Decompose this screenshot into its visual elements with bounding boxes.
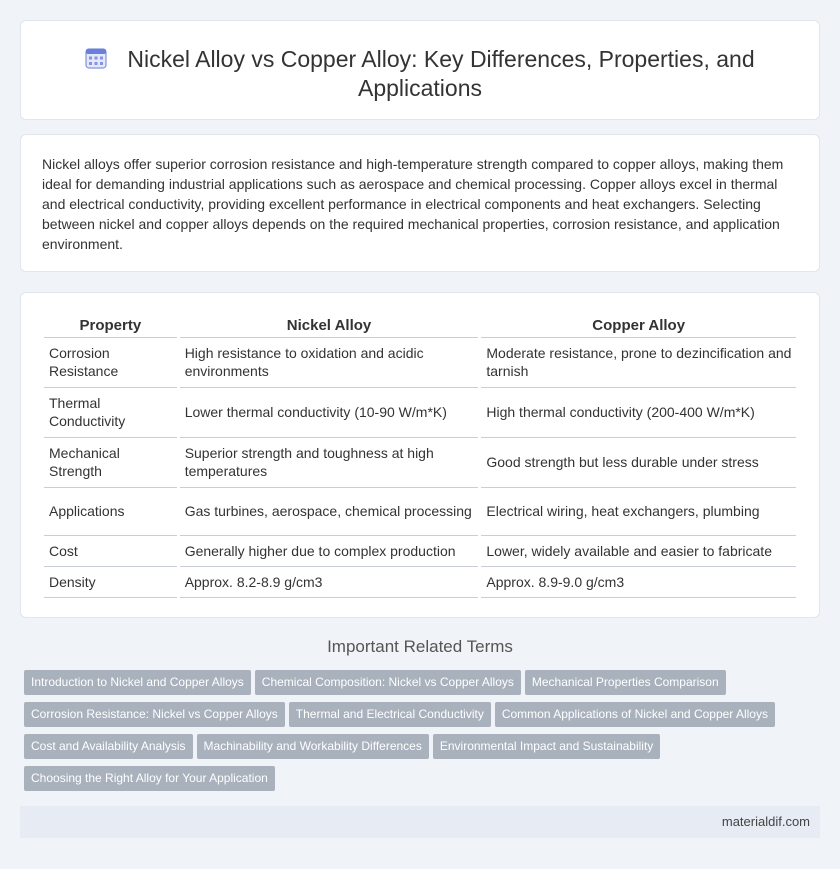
calendar-grid-icon: [85, 47, 107, 69]
related-term-tag[interactable]: Mechanical Properties Comparison: [525, 670, 726, 695]
header-nickel-alloy: Nickel Alloy: [180, 313, 479, 338]
related-term-tag[interactable]: Environmental Impact and Sustainability: [433, 734, 660, 759]
table-cell-nickel: High resistance to oxidation and acidic environments: [180, 338, 479, 388]
table-cell-copper: Electrical wiring, heat exchangers, plumbing: [481, 488, 796, 536]
related-term-tag[interactable]: Corrosion Resistance: Nickel vs Copper Alloys: [24, 702, 285, 727]
related-term-tag[interactable]: Choosing the Right Alloy for Your Application: [24, 766, 275, 791]
table-cell-copper: Good strength but less durable under stress: [481, 438, 796, 488]
related-term-tag[interactable]: Common Applications of Nickel and Copper Alloys: [495, 702, 775, 727]
table-cell-nickel: Generally higher due to complex production: [180, 536, 479, 567]
comparison-table-card: [20, 292, 820, 618]
footer-bar: [20, 806, 820, 838]
footer-site-link[interactable]: materialdif.com: [721, 814, 810, 829]
table-row: [44, 567, 796, 598]
related-term-tag[interactable]: Thermal and Electrical Conductivity: [289, 702, 491, 727]
table-cell-copper: High thermal conductivity (200-400 W/m*K): [481, 388, 796, 438]
title-card: [20, 20, 820, 120]
related-term-tag[interactable]: Cost and Availability Analysis: [24, 734, 193, 759]
related-terms-tags: [24, 670, 804, 798]
comparison-table: [41, 313, 799, 598]
table-cell-copper: Approx. 8.9-9.0 g/cm3: [481, 567, 796, 598]
table-cell-copper: Moderate resistance, prone to dezincification and tarnish: [481, 338, 796, 388]
table-cell-nickel: Approx. 8.2-8.9 g/cm3: [180, 567, 479, 598]
related-term-tag[interactable]: Machinability and Workability Differences: [197, 734, 429, 759]
table-cell-nickel: Superior strength and toughness at high temperatures: [180, 438, 479, 488]
related-terms-heading: Important Related Terms: [327, 637, 513, 656]
tag-row: [24, 766, 804, 792]
table-cell-property: Thermal Conductivity: [44, 388, 177, 438]
related-term-tag[interactable]: Chemical Composition: Nickel vs Copper Alloys: [255, 670, 521, 695]
header-property: Property: [44, 313, 177, 338]
intro-card: [20, 134, 820, 272]
tag-row: [24, 734, 804, 760]
table-cell-nickel: Gas turbines, aerospace, chemical processing: [180, 488, 479, 536]
title-wrap: [21, 45, 819, 103]
table-cell-property: Cost: [44, 536, 177, 567]
header-copper-alloy: Copper Alloy: [481, 313, 796, 338]
page-title: Nickel Alloy vs Copper Alloy: Key Differences, Properties, and Applications: [127, 46, 755, 101]
related-term-tag[interactable]: Introduction to Nickel and Copper Alloys: [24, 670, 251, 695]
table-cell-property: Density: [44, 567, 177, 598]
intro-paragraph: Nickel alloys offer superior corrosion resistance and high-temperature strength compared to copper alloys, making them ideal for demanding industrial applications such as aerospace and chemical processing. Copper alloys excel in thermal and electrical conductivity, providing excellent performance in electrical components and heat exchangers. Selecting between nickel and copper alloys depends on the required mechanical properties, corrosion resistance, and application environment.: [42, 156, 784, 252]
table-row: [44, 488, 796, 536]
table-row: [44, 536, 796, 567]
table-cell-copper: Lower, widely available and easier to fabricate: [481, 536, 796, 567]
table-cell-property: Corrosion Resistance: [44, 338, 177, 388]
tag-row: [24, 670, 804, 696]
table-row: [44, 388, 796, 438]
table-row: [44, 438, 796, 488]
table-header-row: [44, 313, 796, 338]
table-cell-property: Mechanical Strength: [44, 438, 177, 488]
table-cell-property: Applications: [44, 488, 177, 536]
tag-row: [24, 702, 804, 728]
table-row: [44, 338, 796, 388]
table-cell-nickel: Lower thermal conductivity (10-90 W/m*K): [180, 388, 479, 438]
